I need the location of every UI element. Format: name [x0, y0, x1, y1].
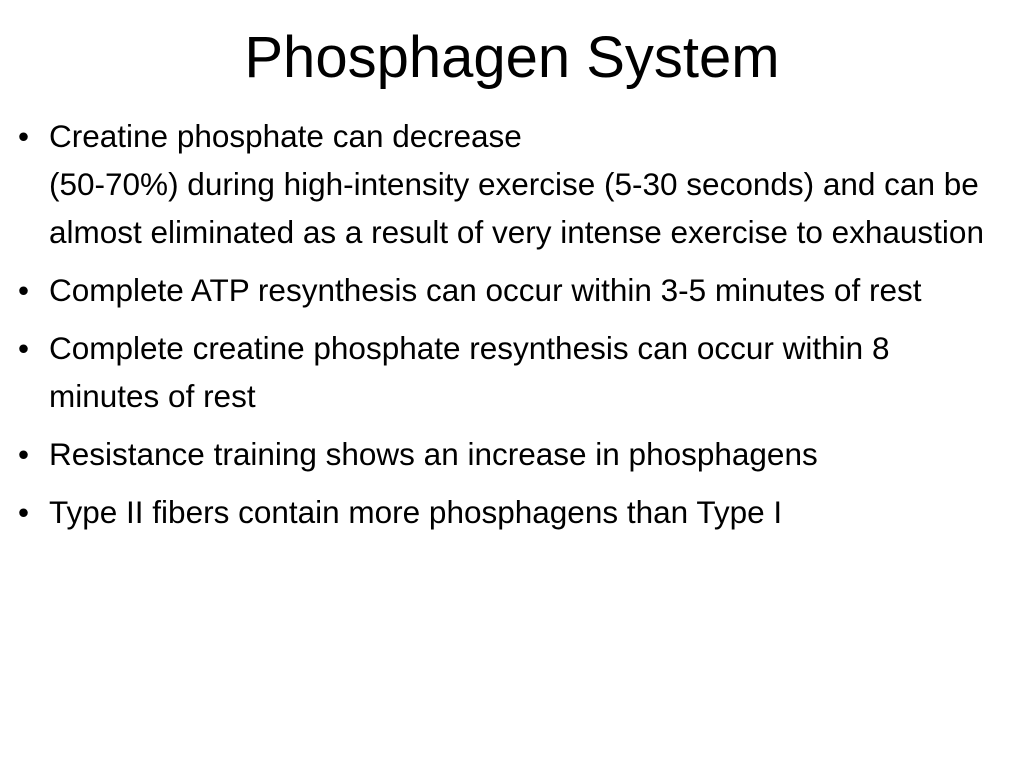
bullet-text: Complete creatine phosphate resynthesis can occur within 8 minutes of rest: [49, 330, 890, 414]
bullet-item: [18, 488, 1008, 536]
slide-title: Phosphagen System: [244, 25, 780, 90]
bullet-item: [18, 266, 1008, 314]
bullet-item: [18, 112, 1008, 256]
bullet-text: Resistance training shows an increase in phosphagens: [49, 436, 818, 472]
bullet-text: Creatine phosphate can decrease (50-70%) during high-intensity exercise (5-30 seconds) and can be almost eliminated as a result of very intense exercise to exhaustion: [49, 118, 984, 250]
bullet-marker: •: [18, 330, 30, 366]
bullet-marker: •: [18, 494, 30, 530]
bullet-text: Type II fibers contain more phosphagens than Type I: [49, 494, 783, 530]
bullet-marker: •: [18, 272, 30, 308]
bullet-item: [18, 430, 1008, 478]
bullet-text: Complete ATP resynthesis can occur within 3-5 minutes of rest: [49, 272, 922, 308]
bullet-list: [18, 112, 1008, 546]
bullet-item: [18, 324, 1008, 420]
bullet-marker: •: [18, 118, 30, 154]
bullet-marker: •: [18, 436, 30, 472]
